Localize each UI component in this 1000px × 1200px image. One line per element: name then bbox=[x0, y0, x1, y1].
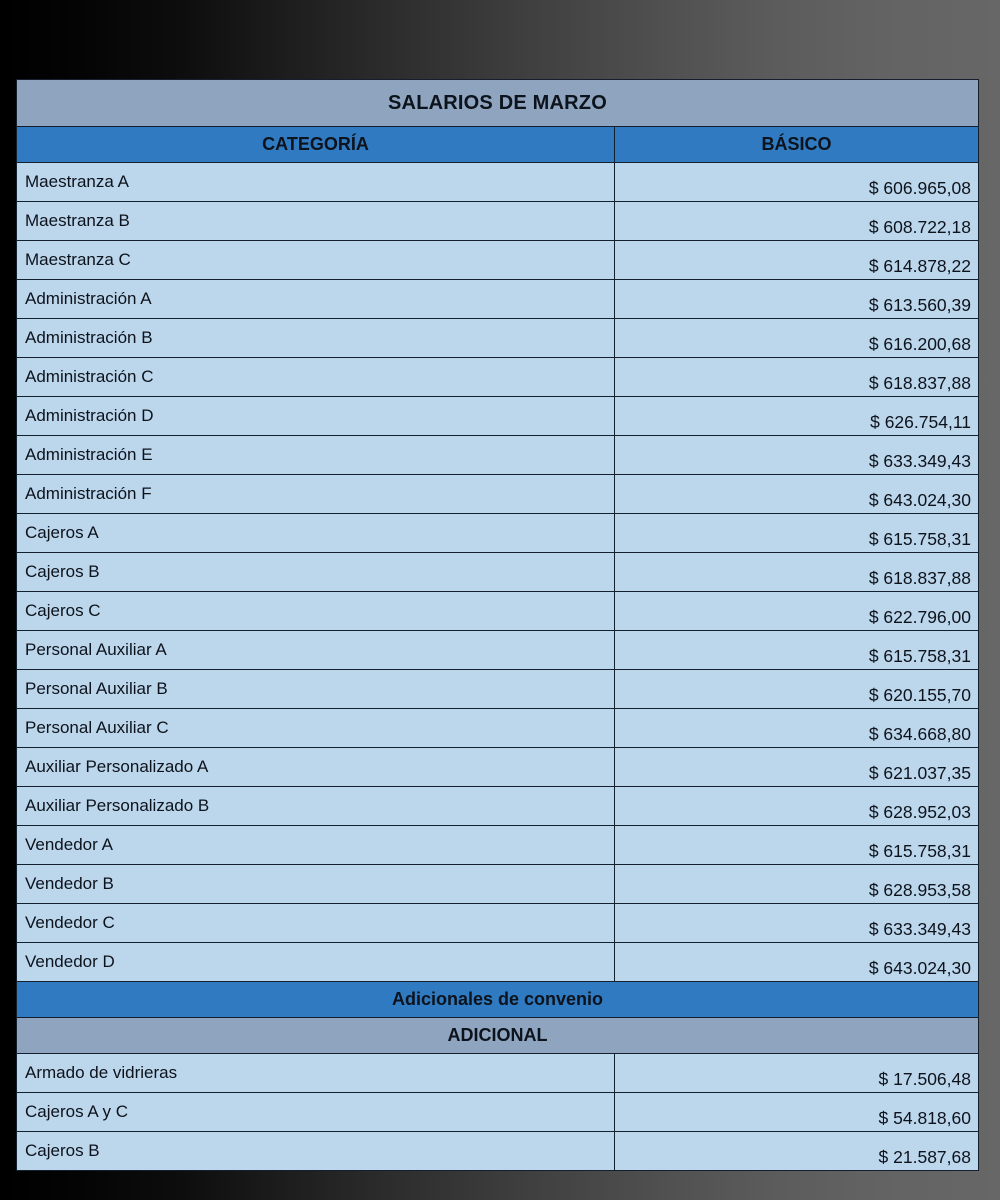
cell-value: $ 17.506,48 bbox=[615, 1054, 979, 1093]
section-band-label: Adicionales de convenio bbox=[17, 982, 979, 1018]
cell-category: Administración C bbox=[17, 358, 615, 397]
cell-category: Maestranza C bbox=[17, 241, 615, 280]
subheader-row bbox=[17, 1018, 979, 1054]
cell-category: Administración B bbox=[17, 319, 615, 358]
salary-table bbox=[16, 79, 979, 1171]
cell-value: $ 615.758,31 bbox=[615, 514, 979, 553]
table-row bbox=[17, 163, 979, 202]
cell-category: Personal Auxiliar B bbox=[17, 670, 615, 709]
cell-category: Administración E bbox=[17, 436, 615, 475]
cell-value: $ 616.200,68 bbox=[615, 319, 979, 358]
cell-value: $ 614.878,22 bbox=[615, 241, 979, 280]
cell-category: Vendedor B bbox=[17, 865, 615, 904]
table-row bbox=[17, 631, 979, 670]
table-row bbox=[17, 202, 979, 241]
column-header-row bbox=[17, 127, 979, 163]
table-row bbox=[17, 1132, 979, 1171]
cell-category: Cajeros C bbox=[17, 592, 615, 631]
cell-category: Armado de vidrieras bbox=[17, 1054, 615, 1093]
cell-value: $ 620.155,70 bbox=[615, 670, 979, 709]
table-row bbox=[17, 241, 979, 280]
table-row bbox=[17, 280, 979, 319]
table-row bbox=[17, 553, 979, 592]
cell-value: $ 613.560,39 bbox=[615, 280, 979, 319]
cell-value: $ 628.952,03 bbox=[615, 787, 979, 826]
cell-category: Auxiliar Personalizado A bbox=[17, 748, 615, 787]
cell-value: $ 621.037,35 bbox=[615, 748, 979, 787]
table-row bbox=[17, 1093, 979, 1132]
cell-category: Auxiliar Personalizado B bbox=[17, 787, 615, 826]
table-row bbox=[17, 865, 979, 904]
spreadsheet-table-area bbox=[16, 79, 978, 1167]
cell-value: $ 643.024,30 bbox=[615, 475, 979, 514]
cell-value: $ 618.837,88 bbox=[615, 358, 979, 397]
cell-value: $ 54.818,60 bbox=[615, 1093, 979, 1132]
cell-category: Administración A bbox=[17, 280, 615, 319]
cell-category: Vendedor D bbox=[17, 943, 615, 982]
cell-value: $ 21.587,68 bbox=[615, 1132, 979, 1171]
table-row bbox=[17, 397, 979, 436]
table-row bbox=[17, 514, 979, 553]
table-title-row bbox=[17, 80, 979, 127]
table-row bbox=[17, 475, 979, 514]
table-row bbox=[17, 670, 979, 709]
table-row bbox=[17, 1054, 979, 1093]
cell-value: $ 633.349,43 bbox=[615, 436, 979, 475]
cell-category: Vendedor C bbox=[17, 904, 615, 943]
table-row bbox=[17, 943, 979, 982]
column-header-categoria: CATEGORÍA bbox=[17, 127, 615, 163]
cell-category: Cajeros B bbox=[17, 1132, 615, 1171]
cell-category: Administración F bbox=[17, 475, 615, 514]
table-row bbox=[17, 904, 979, 943]
cell-value: $ 626.754,11 bbox=[615, 397, 979, 436]
cell-value: $ 622.796,00 bbox=[615, 592, 979, 631]
table-row bbox=[17, 592, 979, 631]
cell-value: $ 634.668,80 bbox=[615, 709, 979, 748]
cell-value: $ 608.722,18 bbox=[615, 202, 979, 241]
table-row bbox=[17, 709, 979, 748]
cell-value: $ 618.837,88 bbox=[615, 553, 979, 592]
cell-category: Administración D bbox=[17, 397, 615, 436]
cell-category: Maestranza B bbox=[17, 202, 615, 241]
cell-value: $ 633.349,43 bbox=[615, 904, 979, 943]
table-row bbox=[17, 787, 979, 826]
cell-category: Cajeros A bbox=[17, 514, 615, 553]
table-row bbox=[17, 436, 979, 475]
cell-value: $ 615.758,31 bbox=[615, 631, 979, 670]
cell-value: $ 628.953,58 bbox=[615, 865, 979, 904]
section-band-row bbox=[17, 982, 979, 1018]
cell-value: $ 615.758,31 bbox=[615, 826, 979, 865]
cell-value: $ 643.024,30 bbox=[615, 943, 979, 982]
table-row bbox=[17, 319, 979, 358]
cell-category: Personal Auxiliar A bbox=[17, 631, 615, 670]
table-row bbox=[17, 748, 979, 787]
column-header-basico: BÁSICO bbox=[615, 127, 979, 163]
cell-category: Vendedor A bbox=[17, 826, 615, 865]
cell-category: Maestranza A bbox=[17, 163, 615, 202]
table-row bbox=[17, 826, 979, 865]
cell-value: $ 606.965,08 bbox=[615, 163, 979, 202]
table-row bbox=[17, 358, 979, 397]
subheader-adicional: ADICIONAL bbox=[17, 1018, 979, 1054]
cell-category: Personal Auxiliar C bbox=[17, 709, 615, 748]
cell-category: Cajeros B bbox=[17, 553, 615, 592]
page-title: SALARIOS DE MARZO bbox=[17, 80, 979, 127]
cell-category: Cajeros A y C bbox=[17, 1093, 615, 1132]
